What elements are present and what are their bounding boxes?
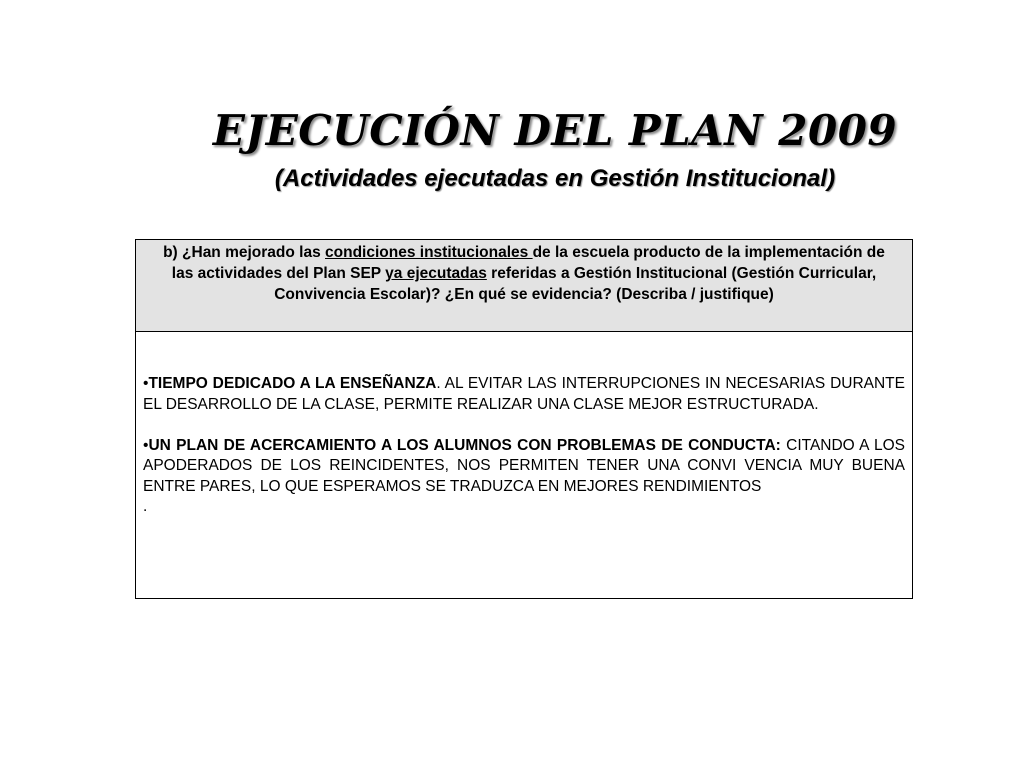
answer-item-plan <box>143 436 905 498</box>
question-text-part3: referidas a Gestión Institucional (Gestión Curricular, Convivencia Escolar)? ¿En qué se evidencia? (Describa / justifique) <box>274 265 877 303</box>
content-frame <box>135 239 913 599</box>
trailing-period: . <box>143 498 148 515</box>
answer-box <box>136 332 912 598</box>
question-box <box>136 240 912 332</box>
answer-text: . AL EVITAR LAS INTERRUPCIONES IN NECESARIAS DURANTE EL DESARROLLO DE LA CLASE, PERMITE REALIZAR UNA CLASE MEJOR ESTRUCTURADA. <box>143 375 905 413</box>
question-underline-condiciones: condiciones institucionales <box>325 244 533 261</box>
bullet-icon: • <box>143 375 149 392</box>
answer-item-tiempo <box>143 374 905 415</box>
question-underline-ejecutadas: ya ejecutadas <box>385 265 487 282</box>
slide-title: EJECUCIÓN DEL PLAN 2009 <box>212 106 898 155</box>
answer-text: CITANDO A LOS APODERADOS DE LOS REINCIDENTES, NOS PERMITEN TENER UNA CONVI VENCIA MUY BUENA ENTRE PARES, LO QUE ESPERAMOS SE TRADUZCA EN MEJORES RENDIMIENTOS <box>143 436 905 495</box>
question-text-part1: b) ¿Han mejorado las <box>163 244 326 261</box>
bullet-icon: • <box>143 436 149 454</box>
answer-lead: TIEMPO DEDICADO A LA ENSEÑANZA <box>148 375 437 392</box>
answer-lead: UN PLAN DE ACERCAMIENTO A LOS ALUMNOS CON PROBLEMAS DE CONDUCTA: <box>148 436 781 454</box>
slide-subtitle: (Actividades ejecutadas en Gestión Institucional) <box>274 165 836 192</box>
question-text-part2: de la escuela producto de la implementación de las actividades del Plan SEP <box>171 244 885 282</box>
